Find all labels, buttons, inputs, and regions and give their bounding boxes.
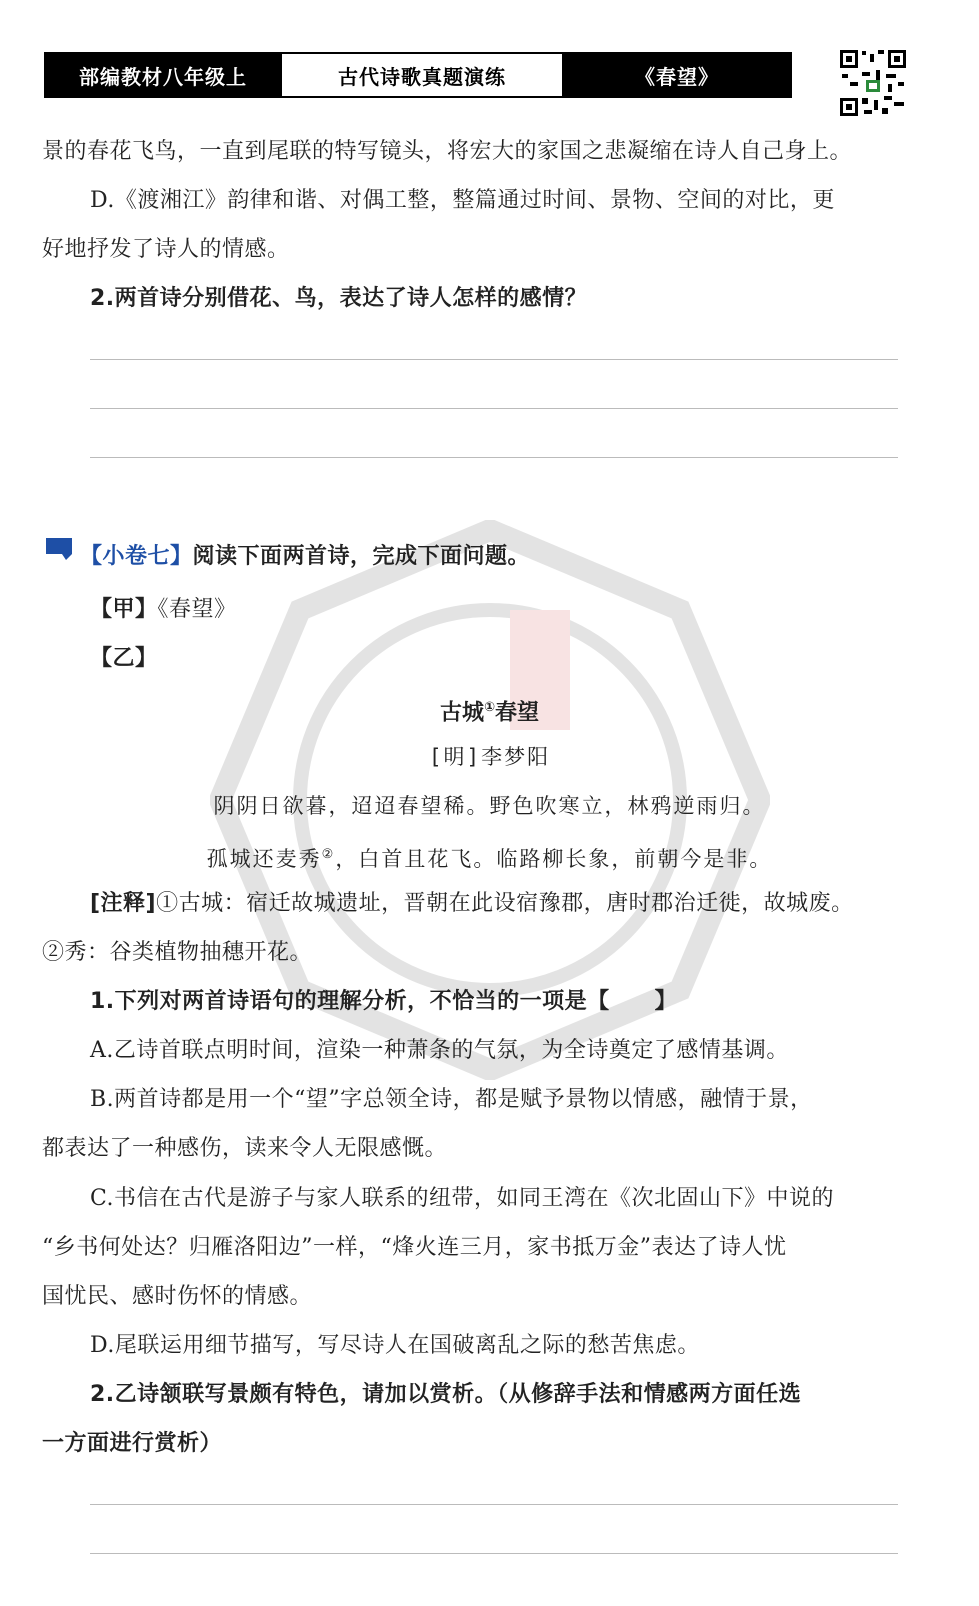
paragraph-line: 景的春花飞鸟，一直到尾联的特写镜头，将宏大的家国之悲凝缩在诗人自己身上。: [42, 139, 853, 164]
yi-label: 【乙】: [90, 646, 158, 671]
section-7-tag: 【小卷七】: [80, 544, 193, 569]
option-c-line3: 国忧民、感时伤怀的情感。: [42, 1284, 313, 1309]
option-c-line2: “乡书何处达？归雁洛阳边”一样，“烽火连三月，家书抵万金”表达了诗人忧: [42, 1235, 787, 1260]
question-2: 2.两首诗分别借花、鸟，表达了诗人怎样的感情？: [90, 286, 588, 311]
poem-author: [明]李梦阳: [428, 745, 551, 769]
poem-line-2b: ，白首且花飞。临路柳长象，前朝今是非。: [335, 847, 773, 871]
poem-line-1: 阴阴日欲暮，迢迢春望稀。野色吹寒立，林鸦逆雨归。: [213, 794, 766, 818]
poem-line-2-footnote: ②: [321, 847, 336, 862]
note-1: ①古城：宿迁故城遗址，晋朝在此设宿豫郡，唐时郡治迁徙，故城废。: [156, 891, 854, 916]
question-2b-line1: 2.乙诗颔联写景颇有特色，请加以赏析。（从修辞手法和情感两方面任选: [90, 1382, 802, 1407]
option-d-line1: D.《渡湘江》韵律和谐、对偶工整，整篇通过时间、景物、空间的对比，更: [90, 188, 835, 213]
option-c-line1: C.书信在古代是游子与家人联系的纽带，如同王湾在《次北固山下》中说的: [90, 1186, 835, 1211]
poem-title-b: 春望: [495, 700, 540, 726]
option-b-line1: B.两首诗都是用一个“望”字总领全诗，都是赋予景物以情感，融情于景，: [90, 1087, 813, 1112]
question-1: 1.下列对两首诗语句的理解分析，不恰当的一项是【 】: [90, 989, 678, 1014]
poem-jia-line: [90, 595, 918, 625]
option-d-line2: 好地抒发了诗人的情感。: [42, 237, 290, 262]
option-b-line2: 都表达了一种感伤，读来令人无限感慨。: [42, 1136, 448, 1161]
answer-line: [90, 1504, 898, 1505]
note-label: [注释]: [90, 891, 157, 916]
answer-line: [90, 1553, 898, 1554]
answer-line: [90, 408, 898, 409]
answer-line: [90, 359, 898, 360]
qr-code-icon: [838, 48, 908, 118]
note-2: ②秀：谷类植物抽穗开花。: [42, 940, 313, 965]
header-topic: 古代诗歌真题演练: [280, 54, 564, 96]
poem-title: [0, 693, 979, 728]
answer-line: [90, 457, 898, 458]
note-line-1: [90, 889, 918, 919]
header-textbook: 部编教材八年级上: [46, 54, 280, 96]
poem-title-footnote: ①: [483, 700, 495, 715]
poem-line-2: [0, 840, 979, 874]
section-7-title: 阅读下面两首诗，完成下面问题。: [192, 544, 531, 569]
option-a: A.乙诗首联点明时间，渲染一种萧条的气氛，为全诗奠定了感情基调。: [90, 1038, 789, 1063]
option-d: D.尾联运用细节描写，写尽诗人在国破离乱之际的愁苦焦虑。: [90, 1333, 700, 1358]
section-7-heading: [80, 542, 918, 572]
jia-title: 《春望》: [157, 597, 237, 622]
poem-title-a: 古城: [439, 700, 484, 726]
bookmark-flag-icon: [44, 536, 74, 562]
jia-label: 【甲】: [90, 597, 158, 622]
header-poem: 《春望》: [564, 54, 790, 96]
page-header: [44, 52, 792, 98]
poem-line-2a: 孤城还麦秀: [206, 847, 322, 871]
question-2b-line2: 一方面进行赏析）: [42, 1431, 223, 1456]
